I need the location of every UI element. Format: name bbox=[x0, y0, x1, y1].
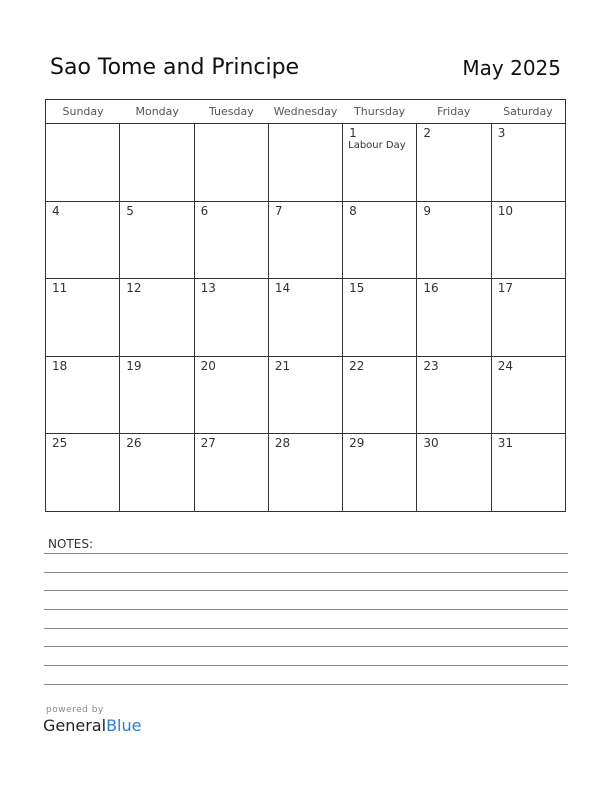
calendar-week-row bbox=[46, 202, 565, 280]
powered-by-label: powered by bbox=[46, 705, 104, 715]
day-number: 14 bbox=[274, 281, 291, 296]
calendar-day-cell bbox=[417, 279, 491, 356]
day-number: 31 bbox=[497, 436, 513, 451]
calendar-day-cell bbox=[343, 202, 417, 279]
calendar-day-cell bbox=[269, 202, 343, 279]
note-line bbox=[44, 646, 568, 647]
brand-general: General bbox=[43, 716, 107, 735]
calendar-weeks bbox=[46, 124, 565, 512]
day-number: 13 bbox=[200, 281, 216, 296]
calendar-day-cell bbox=[417, 202, 491, 279]
note-line bbox=[44, 665, 568, 666]
calendar-day-cell bbox=[492, 279, 565, 356]
day-number: 19 bbox=[126, 358, 142, 373]
day-number: 29 bbox=[349, 436, 365, 451]
brand-blue: Blue bbox=[106, 716, 142, 735]
day-number: 7 bbox=[274, 203, 283, 218]
calendar-day-cell bbox=[195, 357, 269, 434]
calendar-day-cell bbox=[343, 357, 417, 434]
calendar-month-year: May 2025 bbox=[462, 56, 561, 80]
day-number: 28 bbox=[274, 436, 291, 451]
calendar-day-cell bbox=[195, 434, 269, 512]
weekday-monday: Monday bbox=[135, 105, 179, 118]
day-number: 11 bbox=[52, 281, 68, 296]
calendar-day-cell bbox=[417, 124, 491, 201]
day-number: 18 bbox=[52, 358, 68, 373]
day-number: 21 bbox=[274, 358, 291, 373]
calendar-day-cell bbox=[269, 124, 343, 201]
weekday-thursday: Thursday bbox=[354, 105, 406, 118]
weekday-friday: Friday bbox=[437, 105, 471, 118]
day-number: 4 bbox=[52, 203, 60, 218]
calendar-day-cell bbox=[195, 124, 269, 201]
day-number: 1 bbox=[349, 126, 357, 140]
calendar-day-cell bbox=[195, 202, 269, 279]
day-number: 17 bbox=[497, 281, 513, 296]
calendar-day-cell bbox=[46, 279, 120, 356]
day-number: 25 bbox=[52, 436, 68, 451]
note-line bbox=[44, 553, 568, 554]
note-line bbox=[44, 572, 568, 573]
calendar-day-cell bbox=[492, 357, 565, 434]
note-line bbox=[44, 628, 568, 629]
calendar-week-row bbox=[46, 434, 565, 512]
calendar-day-cell bbox=[492, 202, 565, 279]
notes-label: NOTES: bbox=[48, 537, 93, 551]
calendar-week-row bbox=[46, 124, 565, 202]
calendar-day-cell bbox=[46, 202, 120, 279]
day-number: 20 bbox=[200, 358, 216, 373]
calendar-grid bbox=[45, 99, 566, 512]
calendar-day-cell bbox=[269, 434, 343, 512]
day-number: 10 bbox=[497, 203, 513, 218]
calendar-day-cell bbox=[46, 434, 120, 512]
day-number: 2 bbox=[423, 126, 432, 140]
calendar-day-cell bbox=[269, 279, 343, 356]
note-line bbox=[44, 609, 568, 610]
weekday-saturday: Saturday bbox=[503, 105, 553, 118]
day-number: 6 bbox=[200, 203, 209, 218]
day-number: 9 bbox=[423, 203, 432, 218]
weekday-sunday: Sunday bbox=[62, 105, 104, 118]
day-number: 15 bbox=[349, 281, 365, 296]
note-line bbox=[44, 684, 568, 685]
day-number: 5 bbox=[126, 203, 134, 218]
calendar-day-cell bbox=[269, 357, 343, 434]
calendar-day-cell bbox=[343, 279, 417, 356]
generalblue-logo[interactable] bbox=[43, 716, 141, 735]
calendar-day-cell bbox=[417, 357, 491, 434]
note-line bbox=[44, 590, 568, 591]
calendar-week-row bbox=[46, 279, 565, 357]
calendar-day-cell bbox=[120, 202, 194, 279]
calendar-day-cell bbox=[195, 279, 269, 356]
day-number: 27 bbox=[200, 436, 216, 451]
day-number: 26 bbox=[126, 436, 142, 451]
day-number: 12 bbox=[126, 281, 142, 296]
weekday-wednesday: Wednesday bbox=[273, 105, 338, 118]
day-number: 8 bbox=[349, 203, 357, 218]
calendar-day-cell bbox=[343, 124, 417, 201]
calendar-day-cell bbox=[120, 357, 194, 434]
calendar-day-cell bbox=[46, 357, 120, 434]
calendar-day-cell bbox=[120, 124, 194, 201]
calendar-day-cell bbox=[46, 124, 120, 201]
day-number: 24 bbox=[497, 358, 513, 373]
weekday-header-row bbox=[46, 100, 565, 124]
calendar-day-cell bbox=[120, 434, 194, 512]
calendar-day-cell bbox=[492, 434, 565, 512]
day-number: 22 bbox=[349, 358, 365, 373]
day-number: 16 bbox=[423, 281, 439, 296]
day-number: 30 bbox=[423, 436, 439, 451]
holiday-event: Labour Day bbox=[348, 140, 406, 151]
calendar-week-row bbox=[46, 357, 565, 435]
calendar-day-cell bbox=[417, 434, 491, 512]
calendar-day-cell bbox=[343, 434, 417, 512]
day-number: 3 bbox=[497, 126, 506, 140]
calendar-country-title: Sao Tome and Principe bbox=[50, 55, 300, 80]
day-number: 23 bbox=[423, 358, 439, 373]
calendar-day-cell bbox=[120, 279, 194, 356]
calendar-day-cell bbox=[492, 124, 565, 201]
weekday-tuesday: Tuesday bbox=[208, 105, 254, 118]
